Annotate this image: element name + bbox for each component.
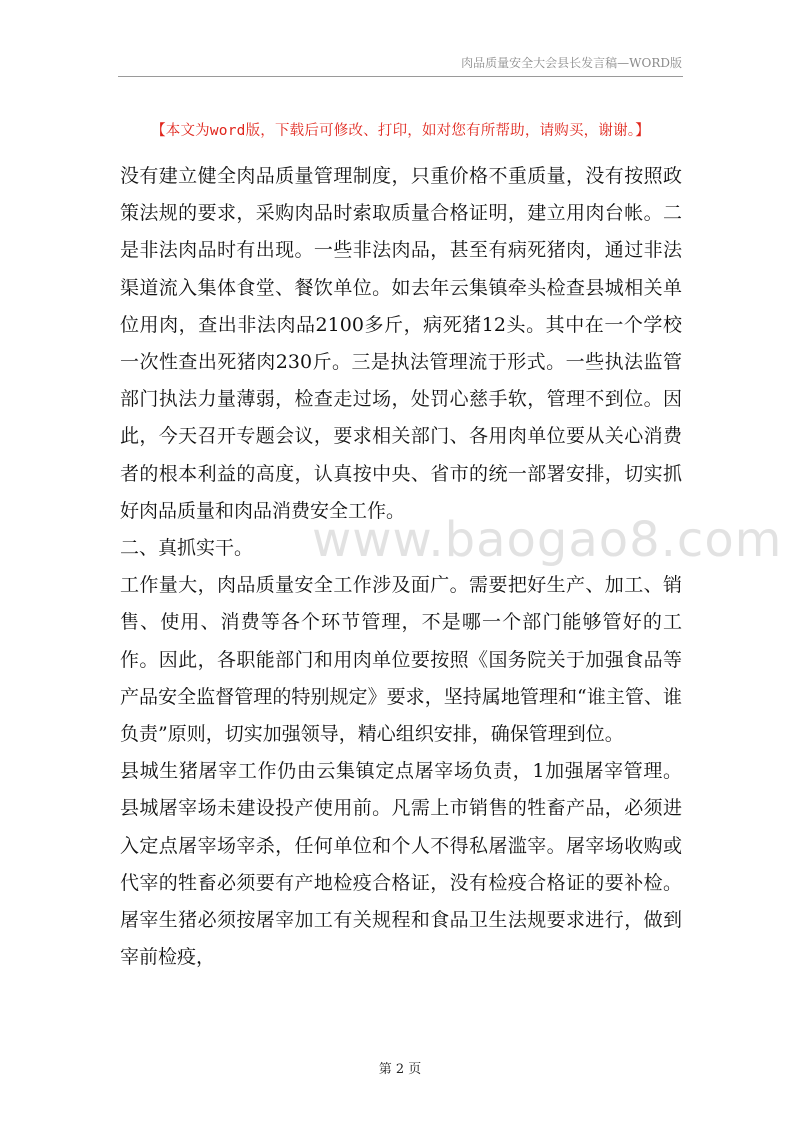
paragraph: 县城生猪屠宰工作仍由云集镇定点屠宰场负责，1加强屠宰管理。县城屠宰场未建设投产使用前。凡需上市销售的牲畜产品，必须进入定点屠宰场宰杀，任何单位和个人不得私屠滥宰。屠宰场收购或代宰的牲畜必须要有产地检疫合格证，没有检疫合格证的要补检。屠宰生猪必须按屠宰加工有关规程和食品卫生法规要求进行，做到宰前检疫， <box>120 760 682 969</box>
section-heading: 二、真抓实干。 <box>120 537 254 560</box>
page-number: 第 2 页 <box>378 1062 422 1077</box>
site-watermark: www.baogao8.com <box>312 512 783 568</box>
download-notice: 【本文为word版，下载后可修改、打印，如对您有所帮助，请购买，谢谢。】 <box>151 123 650 139</box>
paragraph: 没有建立健全肉品质量管理制度，只重价格不重质量，没有按照政策法规的要求，采购肉品时索取质量合格证明，建立用肉台帐。二是非法肉品时有出现。一些非法肉品，甚至有病死猪肉，通过非法渠道流入集体食堂、餐饮单位。如去年云集镇牵头检查县城相关单位用肉，查出非法肉品2100多斤，病死猪12头。其中在一个学校一次性查出死猪肉230斤。三是执法管理流于形式。一些执法监管部门执法力量薄弱，检查走过场，处罚心慈手软，管理不到位。因此，今天召开专题会议，要求相关部门、各用肉单位要从关心消费者的根本利益的高度，认真按中央、省市的统一部署安排，切实抓好肉品质量和肉品消费安全工作。 <box>120 165 682 522</box>
running-header: 肉品质量安全大会县长发言稿—WORD版 <box>461 56 682 70</box>
paragraph: 工作量大，肉品质量安全工作涉及面广。需要把好生产、加工、销售、使用、消费等各个环节管理，不是哪一个部门能够管好的工作。因此，各职能部门和用肉单位要按照《国务院关于加强食品等产品安全监督管理的特别规定》要求，坚持属地管理和“谁主管、谁负责”原则，切实加强领导，精心组织安排，确保管理到位。 <box>120 574 682 746</box>
header-divider <box>118 76 683 77</box>
